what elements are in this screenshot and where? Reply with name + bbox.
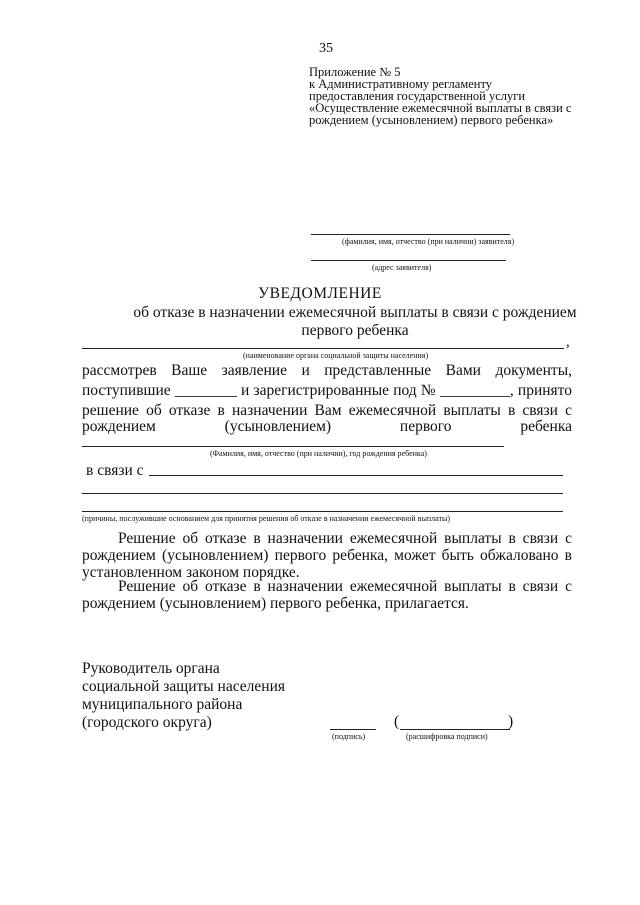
signature-caption: (подпись) <box>332 732 366 741</box>
applicant-fio-line <box>311 234 510 235</box>
paragraph-line: рождением (усыновлением) первого ребенка, может быть обжаловано в <box>82 547 572 564</box>
decode-open-paren: ( <box>394 713 400 730</box>
appendix-line: предоставления государственной услуги <box>309 89 526 103</box>
organ-name-line <box>82 348 564 349</box>
reason-line <box>82 493 563 494</box>
appendix-line: рождением (усыновлением) первого ребенка» <box>309 113 554 127</box>
attachment-paragraph <box>82 578 572 612</box>
body-line: рождением (усыновлением) первого ребенка <box>82 418 572 435</box>
paragraph-line: рождением (усыновлением) первого ребенка, прилагается. <box>82 595 469 612</box>
reason-caption: (причины, послужившие основанием для принятия решения об отказе в назначении ежемесячной выплаты) <box>82 514 450 523</box>
reason-line <box>149 475 563 476</box>
child-fio-line <box>82 446 504 447</box>
paragraph-line: Решение об отказе в назначении ежемесячной выплаты в связи с <box>118 578 572 595</box>
notice-title: УВЕДОМЛЕНИЕ <box>258 285 382 302</box>
appendix-line: Приложение № 5 <box>309 65 401 79</box>
signatory-line: (городского округа) <box>82 714 212 731</box>
signatory-line: муниципального района <box>82 696 243 713</box>
appendix-header <box>309 66 571 126</box>
signature-decode-line <box>400 729 510 730</box>
organ-name-caption: (наименование органа социальной защиты населения) <box>243 351 429 360</box>
child-fio-caption: (Фамилия, имя, отчество (при наличии), год рождения ребенка) <box>210 449 427 458</box>
signatory-block <box>82 660 285 732</box>
paragraph-line: Решение об отказе в назначении ежемесячной выплаты в связи с <box>118 530 572 547</box>
appeal-paragraph <box>82 530 572 581</box>
applicant-fio-caption: (фамилия, имя, отчество (при наличии) заявителя) <box>342 237 515 246</box>
reason-line <box>82 511 563 512</box>
organ-comma: , <box>566 334 570 350</box>
reason-prefix: в связи с <box>86 462 144 479</box>
signature-line <box>330 729 376 730</box>
signatory-line: Руководитель органа <box>82 660 220 677</box>
appendix-line: «Осуществление ежемесячной выплаты в связи с <box>309 101 572 115</box>
signature-decode-caption: (расшифровка подписи) <box>406 732 488 741</box>
paragraph-line: установленном законом порядке. <box>82 564 300 581</box>
signatory-line: социальной защиты населения <box>82 678 286 695</box>
decode-close-paren: ) <box>508 713 514 730</box>
page-number: 35 <box>319 41 333 56</box>
appendix-line: к Административному регламенту <box>309 77 493 91</box>
body-line: решение об отказе в назначении Вам ежемесячной выплаты в связи с <box>82 402 572 419</box>
applicant-address-line <box>311 260 506 261</box>
notice-subtitle: об отказе в назначении ежемесячной выплаты в связи с рождением первого ребенка <box>133 304 577 339</box>
applicant-address-caption: (адрес заявителя) <box>372 263 432 272</box>
body-line: рассмотрев Ваше заявление и представленные Вами документы, <box>82 362 572 379</box>
body-line: поступившие ________ и зарегистрированные под № _________, принято <box>82 382 572 399</box>
